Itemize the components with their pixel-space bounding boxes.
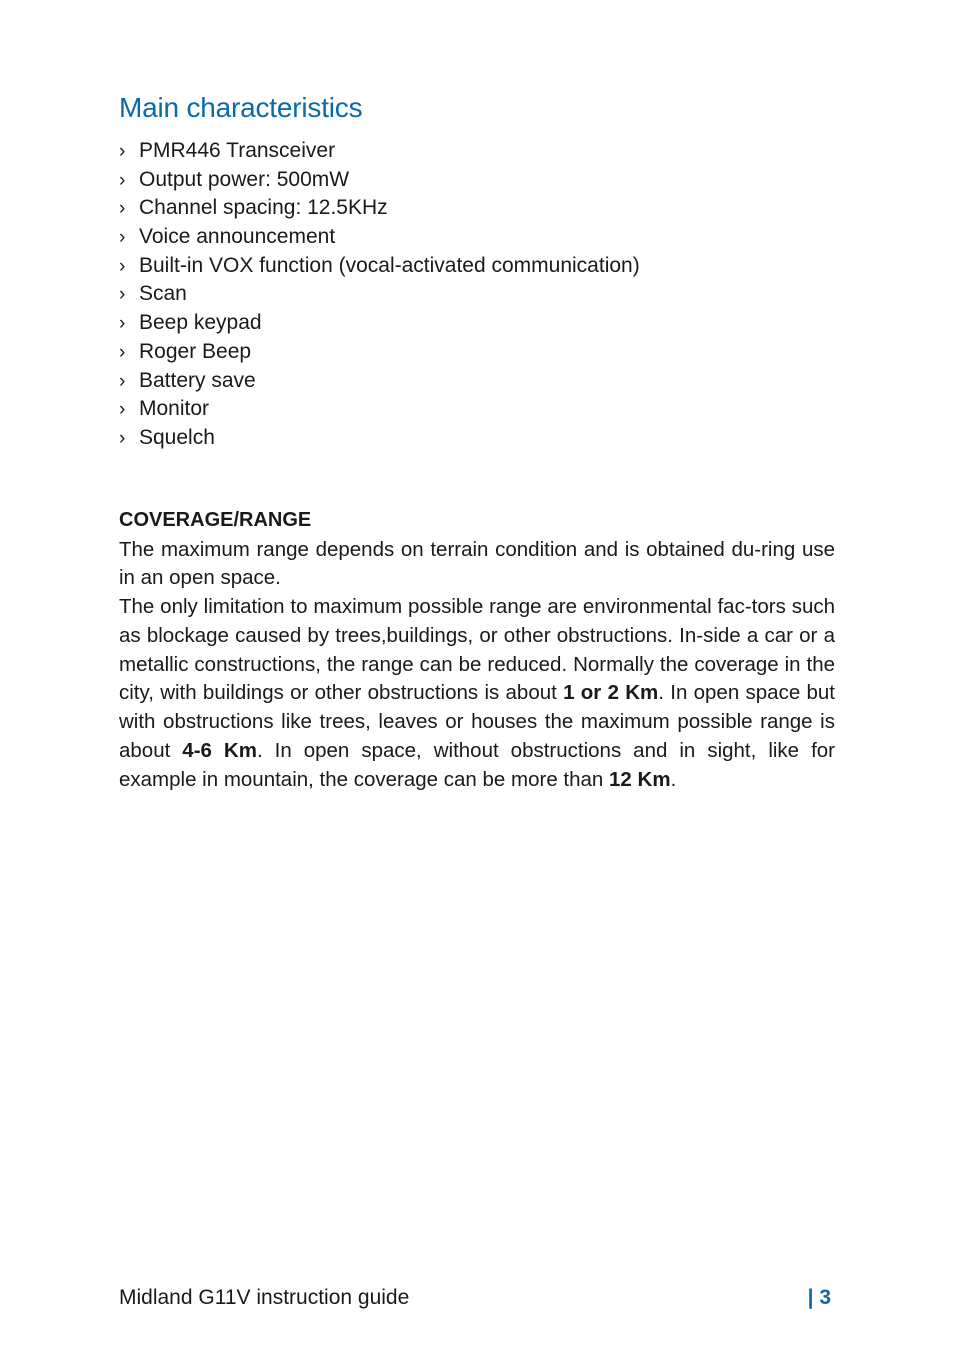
list-item: [119, 309, 835, 338]
coverage-heading: COVERAGE/RANGE: [119, 508, 312, 531]
coverage-text: . In open space, without obstructions and in sight, like for example in mountain, the coverage can be more than: [119, 738, 835, 791]
chevron-right-icon: ›: [119, 313, 126, 335]
list-item: [119, 166, 835, 195]
chevron-right-icon: ›: [119, 341, 126, 363]
list-item-text: Channel spacing: 12.5KHz: [139, 196, 388, 220]
page-number: 3: [819, 1286, 831, 1309]
coverage-text: . In open space but with obstructions like trees, leaves or houses the maximum possible range is about: [119, 681, 835, 762]
chevron-right-icon: ›: [119, 169, 126, 191]
range-open-value: 12 Km: [609, 767, 671, 791]
page-footer: [119, 1282, 831, 1314]
list-item-text: Scan: [139, 282, 187, 306]
list-item: [119, 367, 835, 396]
feature-list: [119, 137, 835, 453]
chevron-right-icon: ›: [119, 370, 126, 392]
list-item: [119, 395, 835, 424]
list-item: [119, 137, 835, 166]
range-city-value: 1 or 2 Km: [563, 681, 659, 705]
chevron-right-icon: ›: [119, 284, 126, 306]
section-title: Main characteristics: [119, 92, 363, 123]
page-number-group: [808, 1286, 831, 1310]
coverage-section: [119, 504, 835, 795]
chevron-right-icon: ›: [119, 141, 126, 162]
list-item-text: Built-in VOX function (vocal-activated communication): [139, 253, 640, 277]
list-item: [119, 424, 835, 453]
coverage-text: The only limitation to maximum possible range are environmental fac-tors such as blockage caused by trees,buildings, or other obstructions. In-side a car or a metallic constructions, the range can be reduced. Normally the coverage in the city, with buildings or other obstructions is about: [119, 595, 835, 705]
guide-title: Midland G11V instruction guide: [119, 1286, 410, 1309]
chevron-right-icon: ›: [119, 227, 126, 249]
list-item-text: Voice announcement: [139, 225, 336, 249]
list-item: [119, 223, 835, 252]
list-item-text: PMR446 Transceiver: [139, 139, 336, 162]
list-item-text: Battery save: [139, 368, 256, 392]
list-item-text: Roger Beep: [139, 339, 252, 363]
list-item-text: Output power: 500mW: [139, 167, 350, 191]
list-item: [119, 338, 835, 367]
coverage-text: .: [670, 767, 677, 791]
coverage-paragraph-1: The maximum range depends on terrain condition and is obtained du-ring use in an open space.: [119, 537, 835, 590]
page-separator: |: [807, 1286, 814, 1309]
page-content: [119, 88, 835, 794]
chevron-right-icon: ›: [119, 427, 126, 449]
list-item-text: Squelch: [139, 425, 215, 449]
chevron-right-icon: ›: [119, 198, 126, 220]
range-obstructed-value: 4-6 Km: [182, 738, 257, 762]
list-item-text: Beep keypad: [139, 311, 262, 335]
chevron-right-icon: ›: [119, 399, 126, 421]
list-item: [119, 280, 835, 309]
list-item: [119, 194, 835, 223]
chevron-right-icon: ›: [119, 255, 126, 277]
coverage-paragraph-2: [119, 593, 835, 794]
list-item: [119, 252, 835, 281]
list-item-text: Monitor: [139, 397, 210, 421]
